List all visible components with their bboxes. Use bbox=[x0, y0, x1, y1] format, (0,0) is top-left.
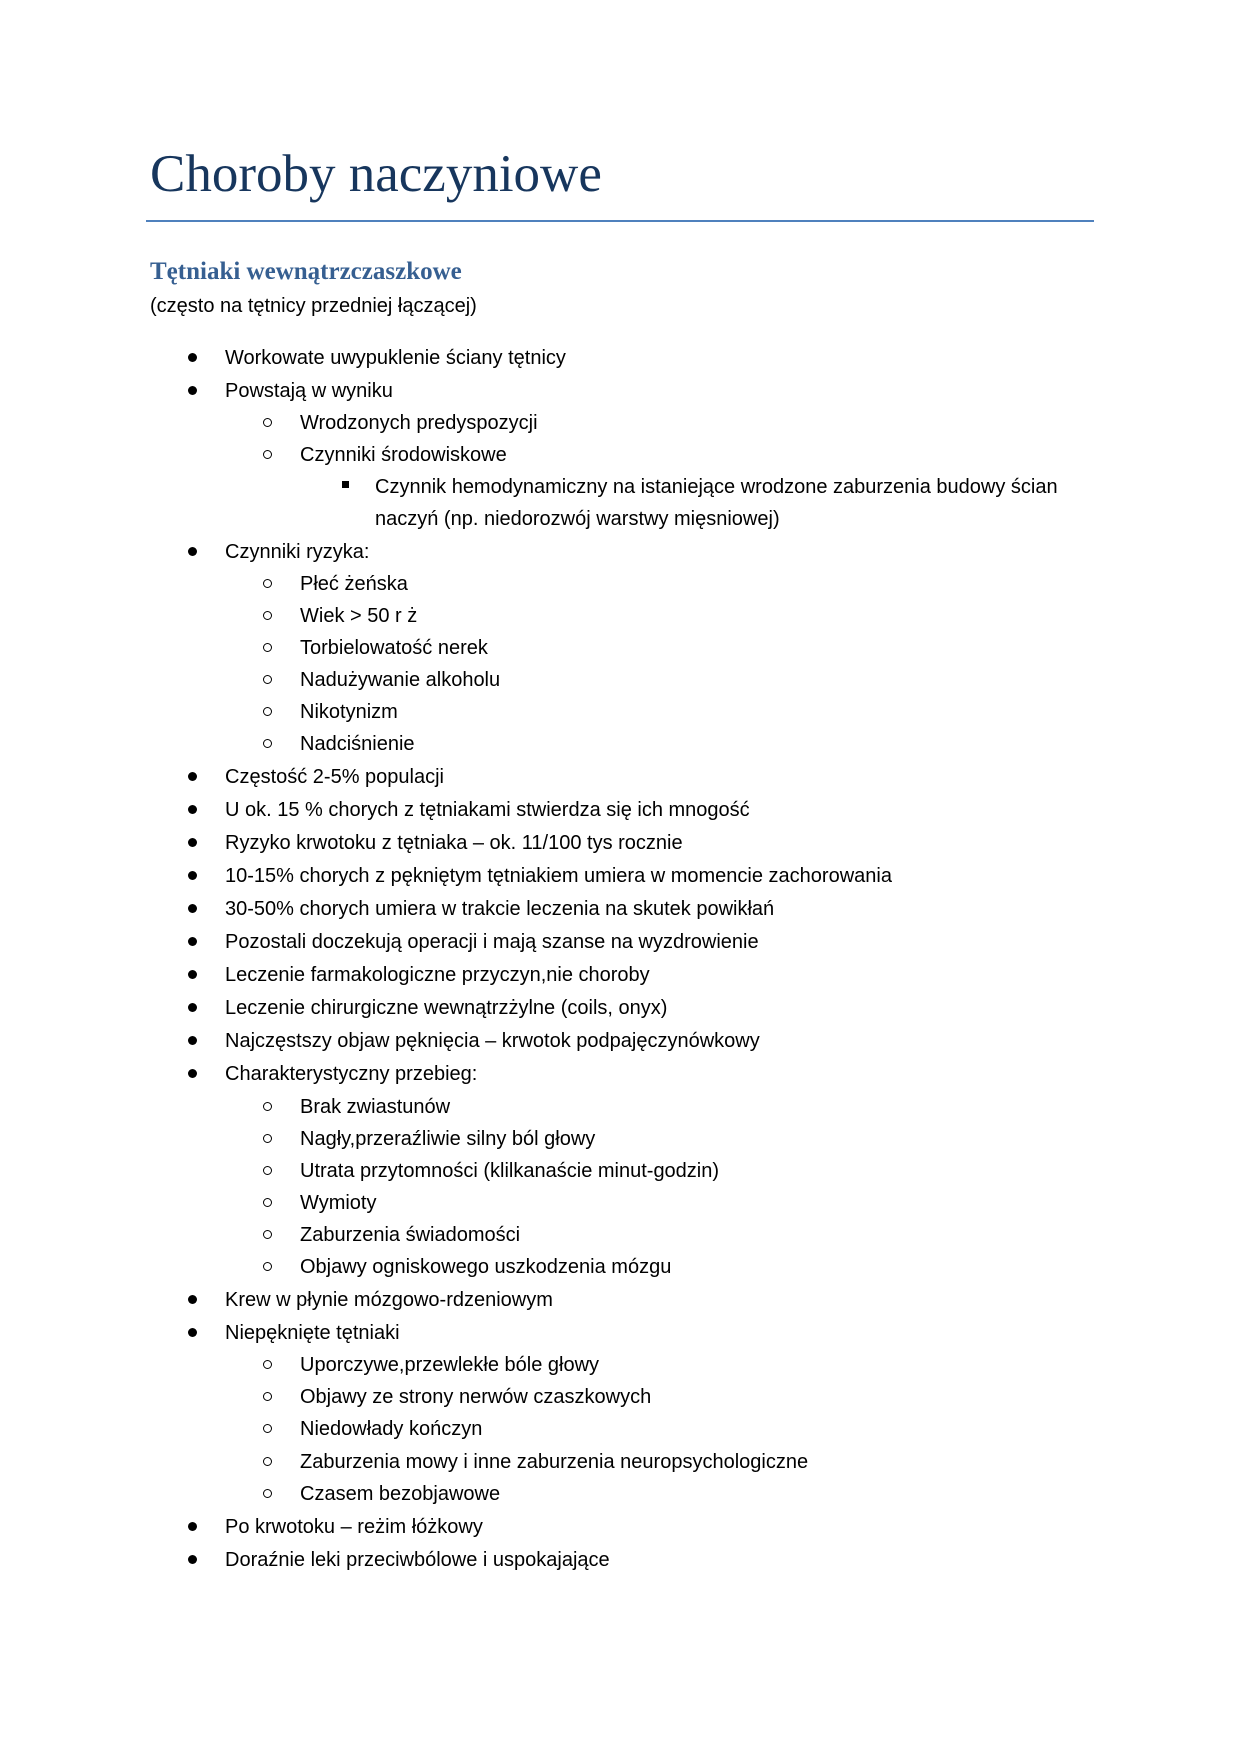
title-underline bbox=[146, 220, 1094, 222]
bullet-circle-icon bbox=[263, 1424, 272, 1433]
list-item-text: Czasem bezobjawowe bbox=[300, 1483, 501, 1505]
list-item-text: Wiek > 50 r ż bbox=[300, 605, 418, 627]
list-item-text: Niepęknięte tętniaki bbox=[225, 1322, 400, 1344]
bullet-circle-icon bbox=[263, 1262, 272, 1271]
list-item-text: Pozostali doczekują operacji i mają szanse na wyzdrowienie bbox=[225, 931, 759, 953]
list-item-text: Niedowłady kończyn bbox=[300, 1418, 483, 1440]
list-item-text: 30-50% chorych umiera w trakcie leczenia na skutek powikłań bbox=[225, 898, 775, 920]
list-item-text: Charakterystyczny przebieg: bbox=[225, 1063, 478, 1085]
bullet-disc-icon bbox=[188, 1295, 197, 1304]
list-item-text: naczyń (np. niedorozwój warstwy mięsniowej) bbox=[375, 508, 780, 530]
bullet-disc-icon bbox=[188, 904, 197, 913]
bullet-disc-icon bbox=[188, 1555, 197, 1564]
list-item-text: Objawy ogniskowego uszkodzenia mózgu bbox=[300, 1256, 672, 1278]
bullet-disc-icon bbox=[188, 353, 197, 362]
bullet-disc-icon bbox=[188, 970, 197, 979]
list-item-text: Wrodzonych predyspozycji bbox=[300, 412, 538, 434]
bullet-circle-icon bbox=[263, 418, 272, 427]
bullet-circle-icon bbox=[263, 1489, 272, 1498]
bullet-circle-icon bbox=[263, 1198, 272, 1207]
list-item-text: Krew w płynie mózgowo-rdzeniowym bbox=[225, 1289, 553, 1311]
list-item-text: Brak zwiastunów bbox=[300, 1096, 451, 1118]
bullet-disc-icon bbox=[188, 838, 197, 847]
list-item-text: Doraźnie leki przeciwbólowe i uspokajające bbox=[225, 1549, 610, 1571]
bullet-circle-icon bbox=[263, 611, 272, 620]
list-item-text: Najczęstszy objaw pęknięcia – krwotok podpajęczynówkowy bbox=[225, 1030, 760, 1052]
bullet-circle-icon bbox=[263, 675, 272, 684]
list-item-text: Leczenie farmakologiczne przyczyn,nie choroby bbox=[225, 964, 650, 986]
section-subtitle: (często na tętnicy przedniej łączącej) bbox=[150, 295, 477, 317]
list-item-text: Nagły,przeraźliwie silny ból głowy bbox=[300, 1128, 596, 1150]
list-item-text: Czynniki środowiskowe bbox=[300, 444, 507, 466]
bullet-circle-icon bbox=[263, 579, 272, 588]
list-item-text: Objawy ze strony nerwów czaszkowych bbox=[300, 1386, 652, 1408]
list-item-text: Zaburzenia świadomości bbox=[300, 1224, 521, 1246]
bullet-circle-icon bbox=[263, 707, 272, 716]
bullet-disc-icon bbox=[188, 386, 197, 395]
bullet-circle-icon bbox=[263, 739, 272, 748]
list-item-text: Wymioty bbox=[300, 1192, 377, 1214]
list-item-text: Po krwotoku – reżim łóżkowy bbox=[225, 1516, 483, 1538]
list-item-text: Uporczywe,przewlekłe bóle głowy bbox=[300, 1354, 600, 1376]
list-item-text: Utrata przytomności (klilkanaście minut-godzin) bbox=[300, 1160, 720, 1182]
list-item-text: Zaburzenia mowy i inne zaburzenia neuropsychologiczne bbox=[300, 1451, 809, 1473]
bullet-disc-icon bbox=[188, 871, 197, 880]
list-item-text: Workowate uwypuklenie ściany tętnicy bbox=[225, 347, 566, 369]
bullet-disc-icon bbox=[188, 937, 197, 946]
bullet-circle-icon bbox=[263, 1230, 272, 1239]
list-item-text: Nadciśnienie bbox=[300, 733, 415, 755]
list-item-text: Torbielowatość nerek bbox=[300, 637, 488, 659]
bullet-circle-icon bbox=[263, 1166, 272, 1175]
list-item-text: Powstają w wyniku bbox=[225, 380, 393, 402]
bullet-disc-icon bbox=[188, 805, 197, 814]
bullet-square-icon bbox=[342, 481, 349, 488]
list-item-text: Nadużywanie alkoholu bbox=[300, 669, 501, 691]
list-item-text: 10-15% chorych z pękniętym tętniakiem umiera w momencie zachorowania bbox=[225, 865, 892, 887]
bullet-disc-icon bbox=[188, 1069, 197, 1078]
bullet-circle-icon bbox=[263, 1134, 272, 1143]
bullet-disc-icon bbox=[188, 1003, 197, 1012]
bullet-circle-icon bbox=[263, 1360, 272, 1369]
bullet-circle-icon bbox=[263, 643, 272, 652]
list-item-text: Płeć żeńska bbox=[300, 573, 408, 595]
bullet-circle-icon bbox=[263, 1457, 272, 1466]
list-item-text: Nikotynizm bbox=[300, 701, 398, 723]
bullet-disc-icon bbox=[188, 1328, 197, 1337]
page-title: Choroby naczyniowe bbox=[150, 145, 602, 203]
list-item-text: Czynnik hemodynamiczny na istaniejące wrodzone zaburzenia budowy ścian bbox=[375, 476, 1058, 498]
bullet-disc-icon bbox=[188, 1522, 197, 1531]
section-heading: Tętniaki wewnątrzczaszkowe bbox=[150, 258, 462, 285]
bullet-disc-icon bbox=[188, 547, 197, 556]
bullet-disc-icon bbox=[188, 772, 197, 781]
bullet-circle-icon bbox=[263, 450, 272, 459]
list-item-text: Ryzyko krwotoku z tętniaka – ok. 11/100 tys rocznie bbox=[225, 832, 683, 854]
bullet-disc-icon bbox=[188, 1036, 197, 1045]
list-item-text: Czynniki ryzyka: bbox=[225, 541, 370, 563]
list-item-text: U ok. 15 % chorych z tętniakami stwierdza się ich mnogość bbox=[225, 799, 750, 821]
bullet-circle-icon bbox=[263, 1102, 272, 1111]
list-item-text: Leczenie chirurgiczne wewnątrzżylne (coils, onyx) bbox=[225, 997, 668, 1019]
bullet-circle-icon bbox=[263, 1392, 272, 1401]
list-item-text: Częstość 2-5% populacji bbox=[225, 766, 444, 788]
